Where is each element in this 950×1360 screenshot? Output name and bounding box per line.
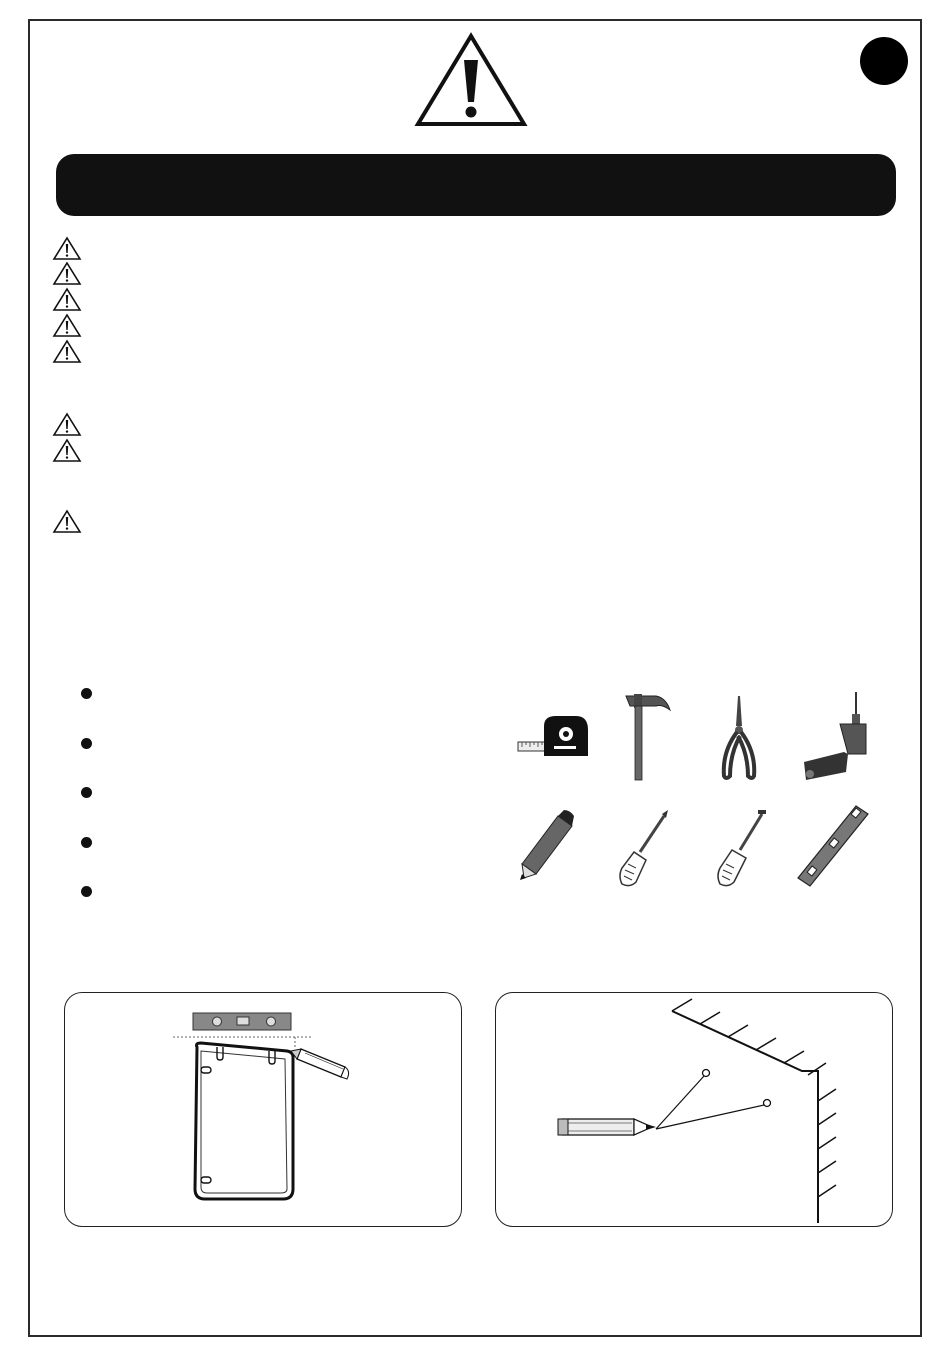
phillips-screwdriver-icon [606, 808, 686, 904]
small-warning-triangle-icon [52, 438, 82, 463]
small-warning-triangle-icon [52, 339, 82, 364]
spirit-level-icon [796, 800, 876, 896]
bullet-dot [81, 837, 92, 848]
power-drill-icon [796, 690, 876, 786]
bullet-dot [81, 886, 92, 897]
section-header-bar [56, 154, 896, 216]
pliers-icon [700, 692, 780, 788]
flathead-screwdriver-icon [700, 808, 780, 904]
small-warning-triangle-icon [52, 313, 82, 338]
bullet-dot [81, 787, 92, 798]
hammer-icon [606, 688, 686, 784]
small-warning-triangle-icon [52, 412, 82, 437]
panel-marking-with-level-illustration [64, 992, 462, 1227]
bullet-dot [81, 738, 92, 749]
page-number-badge [860, 37, 908, 85]
small-warning-triangle-icon [52, 509, 82, 534]
bullet-dot [81, 688, 92, 699]
pencil-icon [514, 808, 594, 904]
small-warning-triangle-icon [52, 261, 82, 286]
tape-measure-icon [514, 690, 594, 786]
small-warning-triangle-icon [52, 236, 82, 261]
small-warning-triangle-icon [52, 287, 82, 312]
warning-triangle-icon [414, 32, 528, 128]
wall-hole-marking-illustration [495, 992, 893, 1227]
